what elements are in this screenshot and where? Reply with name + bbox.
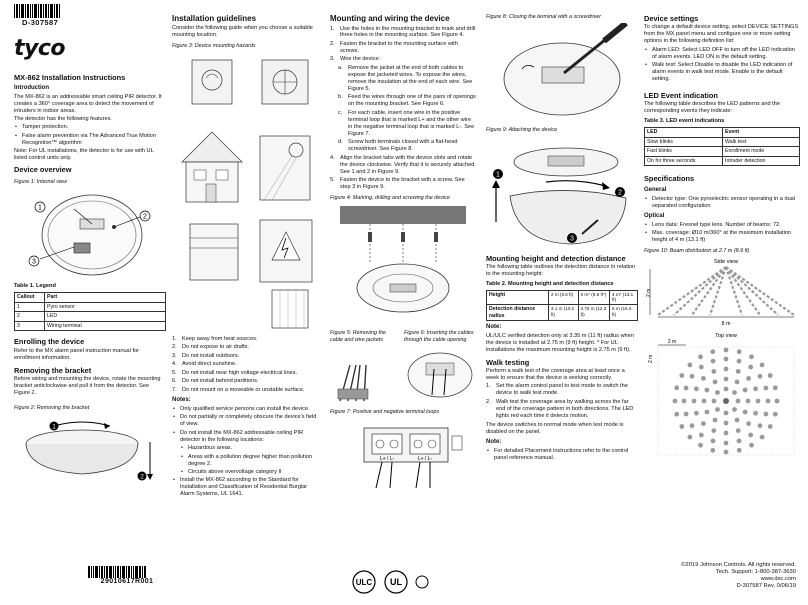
table-cell: Intruder detection <box>723 156 800 166</box>
optical-list <box>644 222 800 244</box>
figure-2-removing-bracket <box>14 414 166 488</box>
column-4 <box>486 0 638 605</box>
beam-dot <box>694 411 699 416</box>
figure-7-caption: Figure 7: Positive and negative terminal loops <box>330 409 440 416</box>
beam-dot <box>712 398 717 403</box>
beam-dot <box>684 411 689 416</box>
beam-center <box>723 398 729 404</box>
list-item: 5. Fasten the device to the bracket with a screw. See step 3 in Figure 9. <box>330 177 465 191</box>
mounting-height-heading: Mounting height and detection distance <box>486 253 626 263</box>
table-cell: LED <box>45 312 166 322</box>
tyco-logo: tyco <box>14 36 66 62</box>
beam-dot <box>688 362 693 367</box>
fig9-callout: 1 <box>496 171 500 178</box>
beam-dot <box>690 423 695 428</box>
beam-dot <box>713 417 718 422</box>
beam-dot <box>724 386 729 391</box>
hazard-sunshine <box>260 136 310 200</box>
beam-dot <box>764 411 769 416</box>
beam-dot <box>674 385 679 390</box>
beam-dot <box>698 443 703 448</box>
figure-4-caption: Figure 4: Marking, drilling and screwing the device <box>330 195 450 202</box>
terminal-label: L+ / L- <box>417 456 433 463</box>
beam-dot <box>713 379 718 384</box>
hazard-high-voltage <box>190 224 238 280</box>
remove-bracket-text: Before wiring and mounting the device, rotate the mounting bracket anticlockwise and pull it from the detector. See Figure 2. <box>14 375 161 396</box>
beam-dot <box>690 374 695 379</box>
beam-dot <box>710 448 715 453</box>
figure-9-caption: Figure 9: Attaching the device <box>486 126 558 133</box>
beam-dot <box>736 428 741 433</box>
list-item: • Alarm LED: Select LED OFF to turn off the LED indication of alarm events. LED ON is the default setting. <box>644 47 800 61</box>
table-cell: 4 m* (13.1 ft) <box>610 290 638 304</box>
note2-list <box>486 448 638 462</box>
beam-dot <box>749 354 754 359</box>
beam-dot <box>735 379 740 384</box>
subnotes-list <box>172 445 322 476</box>
beam-dot <box>753 386 758 391</box>
enroll-heading: Enrolling the device <box>14 337 85 347</box>
side-view-label: Side view <box>714 258 738 265</box>
beam-dot <box>753 411 758 416</box>
figure-6-caption: Figure 6: Inserting the cables through the cable opening <box>404 329 474 343</box>
list-item: 2. Do not expose to air drafts. <box>172 344 250 351</box>
beam-dot <box>749 443 754 448</box>
figure-1-caption: Figure 1: Internal view <box>14 178 68 185</box>
list-item: • Walk test: Select Disable to disable the LED indication of alarm events in walk test mode. Enable is the default setting. <box>644 62 800 83</box>
beam-dot <box>711 358 716 363</box>
note-heading: Note: <box>486 324 502 331</box>
beam-dot <box>743 387 748 392</box>
beam-dot <box>698 354 703 359</box>
intro-text: The MX-862 is an addressable smart ceiling PIR detector. It creates a 360° coverage area to detect the movement of intruders in indoor areas. <box>14 93 162 114</box>
figure-10-beam-distribution <box>644 257 800 457</box>
figure-6 <box>404 330 476 406</box>
led-event-heading: LED Event indication <box>644 91 718 101</box>
beam-dot <box>724 449 729 454</box>
beam-dot <box>701 421 706 426</box>
beam-dot <box>737 358 742 363</box>
table-header: Detection distance radius <box>487 305 549 321</box>
table-cell: Wiring terminal <box>45 321 166 331</box>
walk-after-text: The device switches to normal mode when test mode is disabled on the panel. <box>486 421 624 435</box>
installation-guidelines-heading: Installation guidelines <box>172 14 257 23</box>
fig1-callout: 2 <box>143 213 147 221</box>
table-cell: Fast blinks <box>645 147 723 157</box>
beam-dot <box>766 398 771 403</box>
copyright: ©2019 Johnson Controls. All rights reserved. <box>681 562 796 568</box>
table-row <box>645 128 800 138</box>
figure-6-cable-opening <box>404 345 476 405</box>
table-row <box>645 147 800 157</box>
table-1-title: Table 1. Legend <box>14 283 56 290</box>
height-distance-table <box>486 290 638 321</box>
table-cell: 3 m* (9.8 ft*) <box>578 290 610 304</box>
figure-8-caption: Figure 8: Closing the terminal with a screwdriver <box>486 14 602 20</box>
beam-dot <box>679 373 684 378</box>
beam-dot <box>773 412 778 417</box>
figure-3-caption: Figure 3: Device mounting hazards <box>172 42 256 49</box>
mounting-height-text: The following table outlines the detection distance in relation to the mounting height: <box>486 263 636 277</box>
notes-heading: Notes: <box>172 396 191 403</box>
beam-dot <box>711 428 716 433</box>
beam-dot <box>760 362 765 367</box>
fig1-callout: 3 <box>32 258 36 266</box>
beam-dot <box>773 385 778 390</box>
figure-5-cable-jackets <box>330 345 400 405</box>
website-link[interactable]: www.dsc.com <box>760 575 796 582</box>
list-item: 2. Walk test the coverage area by walking across the far end of the coverage pattern in both directions. The LED lights red each time it detects motion. <box>486 398 634 419</box>
general-list <box>644 196 800 210</box>
certification-marks <box>350 568 430 596</box>
list-item: c. For each cable, insert one wire in the positive terminal loop that is marked L+ and the other wire in the negative terminal loop that is marked L-. See Figure 7. <box>338 109 475 137</box>
table-cell: 5 m (16.4 ft) <box>610 305 638 321</box>
beam-dot <box>768 373 773 378</box>
installation-intro: Consider the following guide when you choose a suitable mounting location. <box>172 25 313 38</box>
side-view-beams <box>658 267 794 315</box>
walk-steps <box>486 383 638 419</box>
doc-revision: D-307587 Rev. 0/06/19 <box>736 582 796 589</box>
mounting-wiring-heading: Mounting and wiring the device <box>330 14 450 23</box>
beam-dot <box>673 398 678 403</box>
note-text: UL/ULC verified detection only at 3.35 m (11 ft) radius when the device is installed at 2.75 m (9 ft) height. * For UL installations the maximum mounting height is 2.75 m (9 ft). <box>486 332 634 353</box>
hazard-outdoors <box>182 132 242 202</box>
device-settings-text: To change a default device setting, select DEVICE SETTINGS from the MX panel menu and configure one or more setting options in the following definition list: <box>644 24 799 45</box>
figure-10-caption: Figure 10: Beam distribution at 2.7 m (8.9 ft) <box>644 248 750 254</box>
fig2-callout: 2 <box>140 473 144 481</box>
beam-dot <box>732 407 737 412</box>
terminal-label: L+ / L- <box>379 456 395 463</box>
led-table <box>644 127 800 166</box>
beam-dot <box>746 421 751 426</box>
beam-dot <box>715 407 720 412</box>
figure-7-terminal-loops <box>330 418 476 490</box>
features-list <box>14 124 166 146</box>
figure-5-caption: Figure 5: Removing the cable and wire jackets <box>330 329 387 343</box>
mounting-steps-2 <box>330 155 476 191</box>
beam-dot <box>679 424 684 429</box>
beam-dot <box>724 347 729 352</box>
beam-dot <box>724 366 729 371</box>
list-item: d. Screw both terminals closed with a flat-head screwdriver. See Figure 8. <box>338 139 458 153</box>
column-2 <box>172 0 322 605</box>
table-3-title: Table 3. LED event indications <box>644 118 725 125</box>
figure-1-internal-view <box>14 187 166 279</box>
beam-dot <box>743 409 748 414</box>
beam-dot <box>736 398 741 403</box>
features-lead: The detector has the following features. <box>14 115 112 122</box>
device-settings-heading: Device settings <box>644 14 699 23</box>
barcode-number: 29010617R001 <box>100 578 154 585</box>
beam-dot <box>674 412 679 417</box>
hazard-steps <box>172 336 322 394</box>
mounting-steps <box>330 26 476 64</box>
table-row <box>15 312 166 322</box>
beam-dot <box>768 424 773 429</box>
list-item: • Circuits above overvoltage category II <box>180 469 322 476</box>
beam-dot <box>758 423 763 428</box>
beam-dot <box>715 390 720 395</box>
beam-dot <box>737 349 742 354</box>
list-item: a. Remove the jacket at the end of both cables to expose the jacketed wires. To expose the wires, remove the insulation at the end of each wire. See Figure 5. <box>338 64 473 92</box>
list-item: 4. Avoid direct sunshine. <box>172 361 237 368</box>
walk-testing-heading: Walk testing <box>486 357 530 367</box>
column-3 <box>330 0 476 605</box>
list-item: 7. Do not mount on a moveable or unstable surface. <box>172 386 305 393</box>
legend-table <box>14 292 166 331</box>
beam-dot <box>756 398 761 403</box>
list-item: 1. Use the holes in the mounting bracket to mark and drill three holes in the mounting surface. See Figure 4. <box>330 25 476 39</box>
hazard-partition <box>272 290 308 328</box>
dim-label: 2 m <box>648 354 654 363</box>
beam-dot <box>724 430 729 435</box>
list-item: • Install the MX-862 according to the Standard for Installation and Classification of Residential Burglar Alarm Systems, UL 1641. <box>172 477 322 498</box>
beam-dot <box>711 438 716 443</box>
list-item: b. Feed the wires through one of the pairs of openings on the mounting bracket. See Figure 6. <box>338 94 476 108</box>
beam-dot <box>724 420 729 425</box>
table-row <box>15 293 166 303</box>
beam-dot <box>737 448 742 453</box>
beam-dot <box>760 434 765 439</box>
general-heading: General <box>644 186 667 193</box>
figure-8-screwdriver <box>486 23 638 123</box>
top-view-beam-pattern <box>673 347 780 454</box>
table-header: Part <box>45 293 166 303</box>
beam-dot <box>710 349 715 354</box>
beam-dot <box>702 398 707 403</box>
table-row <box>15 321 166 331</box>
beam-dot <box>724 440 729 445</box>
fig9-callout: 3 <box>570 235 574 242</box>
table-cell: 3 <box>15 321 45 331</box>
beam-dot <box>699 364 704 369</box>
table-cell: 2 m (6.6 ft) <box>549 290 579 304</box>
table-cell: 1 <box>15 302 45 312</box>
note2-heading: Note: <box>486 438 502 445</box>
list-item: • Detector type: One pyroelectric sensor operating in a dual separated configuration <box>644 196 800 210</box>
table-header: Event <box>723 128 800 138</box>
beam-dot <box>746 398 751 403</box>
list-item: 2. Fasten the bracket to the mounting surface with screws. <box>330 40 458 54</box>
table-header: LED <box>645 128 723 138</box>
beam-dot <box>705 409 710 414</box>
beam-dot <box>682 398 687 403</box>
beam-dot <box>692 398 697 403</box>
walk-testing-text: Perform a walk test of the coverage area at least once a week to ensure that the device is working correctly. <box>486 367 625 381</box>
table-row <box>645 156 800 166</box>
list-item: • Do not partially or completely obscure the device's field of view. <box>172 414 322 428</box>
beam-dot <box>736 369 741 374</box>
notes-list <box>172 406 322 444</box>
ul-note: Note: For UL installations, the detector is for use with UL listed control units only. <box>14 147 154 161</box>
beam-dot <box>701 376 706 381</box>
table-cell: Walk test <box>723 137 800 147</box>
top-view-label: Top view <box>715 332 737 339</box>
table-cell: 3.75 m (12.3 ft) <box>578 305 610 321</box>
hazard-air-draft <box>262 60 308 104</box>
figure-3-mounting-hazards <box>172 52 322 332</box>
table-cell: 2 <box>15 312 45 322</box>
settings-list <box>644 47 800 83</box>
barcode-top <box>14 4 74 18</box>
list-item: 6. Do not install behind partitions. <box>172 378 259 385</box>
table-header: Callout <box>15 293 45 303</box>
dim-label: 8 m <box>721 320 731 327</box>
list-item: 4. Align the bracket tabs with the device slots and rotate the device clockwise. Verify that it is securely attached. See 1 and 2 in Figure 9. <box>330 154 476 175</box>
doc-number: D-307587 <box>22 18 59 27</box>
beam-dot <box>732 390 737 395</box>
column-5 <box>644 0 800 605</box>
beam-dot <box>705 387 710 392</box>
ul-mark: UL <box>390 577 402 587</box>
barcode-bars <box>88 566 166 578</box>
beam-dot <box>684 385 689 390</box>
ulc-mark: ULC <box>355 578 373 587</box>
beam-dot <box>748 432 753 437</box>
doc-title: MX-862 Installation Instructions <box>14 72 126 82</box>
list-item: • Hazardous areas. <box>180 445 322 452</box>
beam-dot <box>764 385 769 390</box>
fig2-callout: 1 <box>52 423 56 431</box>
beam-dot <box>746 376 751 381</box>
hazard-electric-symbol <box>260 220 312 282</box>
bottom-barcode <box>88 566 166 587</box>
table-row <box>487 305 638 321</box>
beam-dot <box>748 364 753 369</box>
table-2-title: Table 2. Mounting height and detection distance <box>486 280 614 287</box>
list-item: 3. Do not install outdoors. <box>172 352 240 359</box>
figure-9-attaching <box>486 136 638 248</box>
list-item: • Lens data: Fresnel type lens. Number of beams: 72. <box>644 222 800 229</box>
table-cell: 3.1 m (10.2 ft) <box>549 305 579 321</box>
figure-5 <box>330 330 400 406</box>
table-row <box>15 302 166 312</box>
dim-label: 2 m <box>646 288 652 297</box>
beam-dot <box>735 417 740 422</box>
table-cell: On for three seconds <box>645 156 723 166</box>
table-row <box>645 137 800 147</box>
specifications-heading: Specifications <box>644 174 695 184</box>
fig9-callout: 2 <box>618 189 622 196</box>
tech-support: Tech. Support: 1-800-387-3630 <box>715 568 796 575</box>
figure-2-caption: Figure 2: Removing the bracket <box>14 404 90 411</box>
device-overview-heading: Device overview <box>14 165 72 175</box>
beam-dot <box>758 374 763 379</box>
optical-heading: Optical <box>644 212 665 219</box>
beam-dot <box>724 376 729 381</box>
table-cell: Pyro sensor <box>45 302 166 312</box>
table-row <box>487 290 638 304</box>
table-header: Height <box>487 290 549 304</box>
figure-4-marking-drilling <box>330 204 476 328</box>
list-item: 1. Set the alarm control panel to test mode to switch the device to walk test mode. <box>486 383 628 397</box>
footer <box>681 562 796 590</box>
led-event-text: The following table describes the LED patterns and the corresponding events they indicate: <box>644 101 780 115</box>
dim-label: 2 m <box>667 338 677 345</box>
remove-bracket-heading: Removing the bracket <box>14 365 92 375</box>
list-item: • For detailed Placement instructions refer to the control panel reference manual. <box>486 448 638 462</box>
list-item: 1. Keep away from heat sources. <box>172 335 258 342</box>
enroll-text: Refer to the MX alarm panel instruction manual for enrollment information. <box>14 347 139 361</box>
table-cell: Slow blinks <box>645 137 723 147</box>
beam-dot <box>775 398 780 403</box>
list-item: • Only qualified service persons can install the device. <box>172 406 322 413</box>
beam-dot <box>737 438 742 443</box>
list-item: • False alarm prevention via The Advanced True Motion Recognition™ algorithm <box>14 133 166 147</box>
beam-dot <box>694 386 699 391</box>
column-1 <box>14 0 166 605</box>
figure-5-6-row <box>330 330 476 406</box>
list-item: • Do not install the MX-862 addressable ceiling PIR detector in the following locations: <box>172 430 322 444</box>
doc-number-barcode <box>14 4 166 27</box>
list-item: 3. Wire the device: <box>330 56 381 63</box>
intro-heading: Introduction <box>14 85 49 92</box>
hazard-heat-source <box>192 60 232 104</box>
beam-dot <box>688 434 693 439</box>
beam-dot <box>724 410 729 415</box>
table-cell: Enrollment mode <box>723 147 800 157</box>
list-item: • Areas with a pollution degree higher than pollution degree 2. <box>180 454 322 468</box>
last-note-list <box>172 477 322 498</box>
beam-dot <box>699 432 704 437</box>
beam-dot <box>711 369 716 374</box>
wiring-substeps <box>330 65 476 153</box>
beam-dot <box>724 356 729 361</box>
fig1-callout: 1 <box>38 204 42 212</box>
list-item: • Tamper protection. <box>14 124 166 131</box>
list-item: 5. Do not install near high voltage electrical lines. <box>172 369 298 376</box>
list-item: • Max. coverage: Ø10 m/360° at the maximum installation height of 4 m (13.1 ft) <box>644 230 800 244</box>
